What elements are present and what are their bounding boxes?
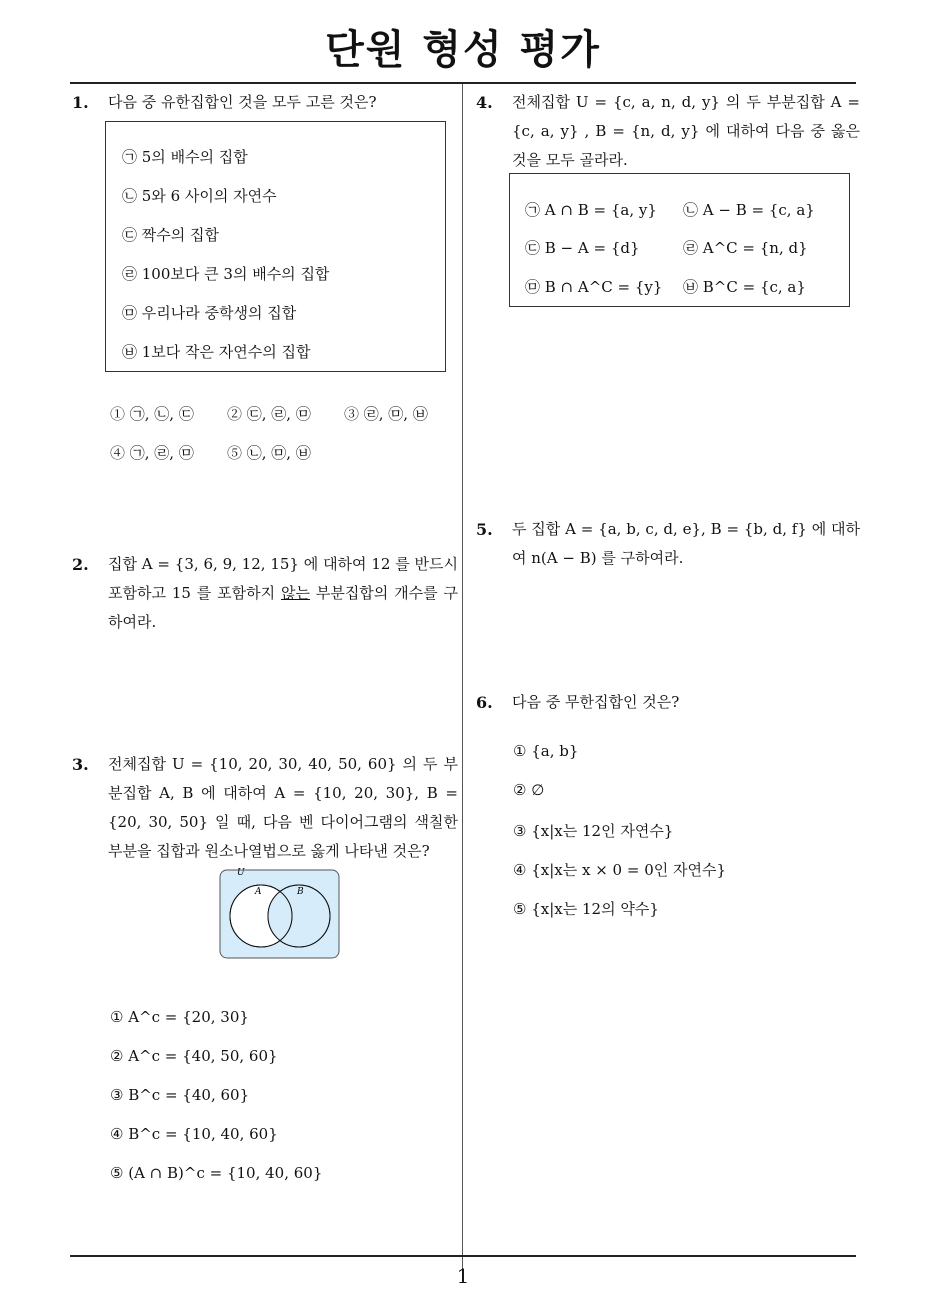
q6-choice-1[interactable]: ① {a, b}	[513, 742, 579, 760]
q1-item: ㉥ 1보다 작은 자연수의 집합	[122, 343, 311, 361]
q1-item: ㉢ 짝수의 집합	[122, 226, 219, 244]
question-2	[72, 550, 458, 637]
q6-choice-5[interactable]: ⑤ {x|x는 12의 약수}	[513, 900, 659, 918]
q1-choice-3[interactable]: ③ ㉣, ㉤, ㉥	[344, 405, 428, 423]
question-number: 2.	[72, 555, 89, 574]
question-5	[476, 515, 860, 573]
question-text: 전체집합 U = {10, 20, 30, 40, 50, 60} 의 두 부분집합 A, B 에 대하여 A = {10, 20, 30}, B = {20, 30, 50} 일 때, 다음 벤 다이어그램의 색칠한 부분을 집합과 원소나열법으로 옳게 나타낸 것은?	[108, 755, 458, 860]
q4-item: ㉠ A ∩ B = {a, y}	[525, 201, 657, 219]
question-number: 4.	[476, 93, 493, 112]
column-divider	[462, 84, 463, 1269]
q1-item: ㉠ 5의 배수의 집합	[122, 148, 248, 166]
top-rule	[70, 82, 856, 84]
q3-choice-4[interactable]: ④ B^c = {10, 40, 60}	[110, 1125, 278, 1143]
venn-label-u: U	[237, 868, 245, 878]
question-4	[476, 88, 860, 175]
venn-label-b: B	[297, 887, 304, 897]
bottom-rule	[70, 1255, 856, 1257]
q1-item: ㉤ 우리나라 중학생의 집합	[122, 304, 297, 322]
q6-choice-2[interactable]: ② ∅	[513, 781, 545, 799]
question-text: 다음 중 무한집합인 것은?	[512, 693, 680, 711]
q1-choice-4[interactable]: ④ ㉠, ㉣, ㉤	[110, 444, 194, 462]
q3-choice-5[interactable]: ⑤ (A ∩ B)^c = {10, 40, 60}	[110, 1164, 323, 1182]
question-6	[476, 688, 860, 717]
q4-item: ㉣ A^C = {n, d}	[683, 239, 808, 257]
q1-choice-5[interactable]: ⑤ ㉡, ㉤, ㉥	[227, 444, 311, 462]
q4-item: ㉡ A − B = {c, a}	[683, 201, 815, 219]
q4-item: ㉥ B^C = {c, a}	[683, 278, 806, 296]
q1-item: ㉣ 100보다 큰 3의 배수의 집합	[122, 265, 330, 283]
emphasis-underline: 않는	[280, 584, 310, 602]
q3-choice-2[interactable]: ② A^c = {40, 50, 60}	[110, 1047, 278, 1065]
question-number: 1.	[72, 93, 89, 112]
venn-diagram	[219, 866, 341, 960]
q4-item: ㉢ B − A = {d}	[525, 239, 640, 257]
q1-choice-2[interactable]: ② ㉢, ㉣, ㉤	[227, 405, 311, 423]
question-text: 다음 중 유한집합인 것을 모두 고른 것은?	[108, 93, 377, 111]
q1-choice-1[interactable]: ① ㉠, ㉡, ㉢	[110, 405, 194, 423]
q6-choice-4[interactable]: ④ {x|x는 x × 0 = 0인 자연수}	[513, 861, 727, 879]
q3-choice-3[interactable]: ③ B^c = {40, 60}	[110, 1086, 250, 1104]
question-1	[72, 88, 458, 117]
question-text: 두 집합 A = {a, b, c, d, e}, B = {b, d, f} 에 대하여 n(A − B) 를 구하여라.	[512, 520, 860, 567]
q1-item: ㉡ 5와 6 사이의 자연수	[122, 187, 277, 205]
page-title: 단원 형성 평가	[325, 27, 601, 73]
question-text: 집합 A = {3, 6, 9, 12, 15} 에 대하여 12 를 반드시 포함하고 15 를 포함하지 않는 부분집합의 개수를 구하여라.	[108, 555, 458, 631]
page-number: 1	[456, 1264, 470, 1288]
q3-choice-1[interactable]: ① A^c = {20, 30}	[110, 1008, 249, 1026]
venn-label-a: A	[255, 887, 262, 897]
question-number: 6.	[476, 693, 493, 712]
question-text: 전체집합 U = {c, a, n, d, y} 의 두 부분집합 A = {c, a, y} , B = {n, d, y} 에 대하여 다음 중 옳은 것을 모두 골라라.	[512, 93, 860, 169]
question-3	[72, 750, 458, 866]
question-number: 5.	[476, 520, 493, 539]
question-number: 3.	[72, 755, 89, 774]
q4-item: ㉤ B ∩ A^C = {y}	[525, 278, 663, 296]
q6-choice-3[interactable]: ③ {x|x는 12인 자연수}	[513, 822, 674, 840]
